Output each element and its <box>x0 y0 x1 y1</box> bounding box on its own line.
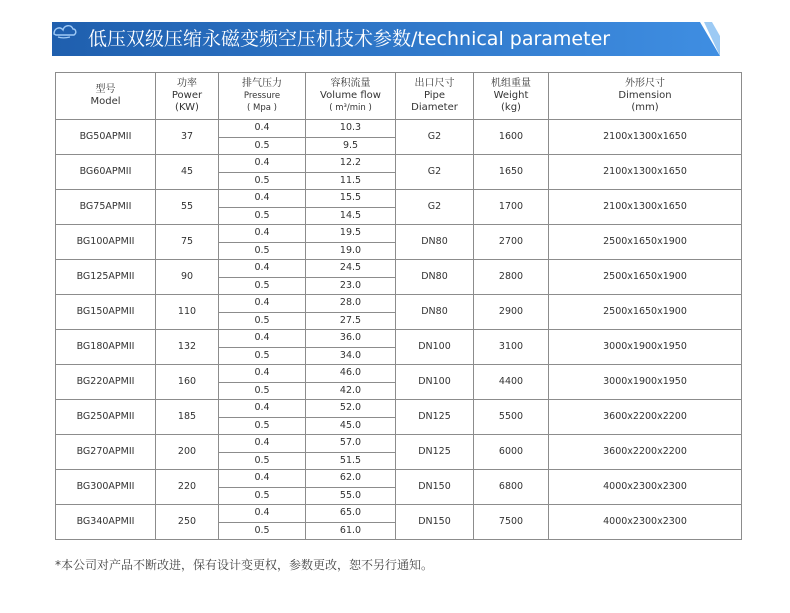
pipe-cell: G2 <box>396 190 474 225</box>
table-row <box>56 435 742 453</box>
header-power-zh: 功率 <box>177 78 197 89</box>
flow-cell: 55.0 <box>306 487 396 505</box>
table-row <box>56 225 742 243</box>
dimension-cell: 3600x2200x2200 <box>549 435 742 470</box>
table-row <box>56 505 742 523</box>
pipe-cell: DN80 <box>396 295 474 330</box>
power-cell: 250 <box>156 505 219 540</box>
dimension-cell: 2500x1650x1900 <box>549 260 742 295</box>
dimension-cell: 3600x2200x2200 <box>549 400 742 435</box>
header-model <box>56 73 156 120</box>
header-weight-en: Weight <box>493 90 529 101</box>
table-row <box>56 190 742 208</box>
weight-cell: 2900 <box>474 295 549 330</box>
table-row <box>56 155 742 173</box>
table-header-row <box>56 73 742 120</box>
pipe-cell: DN100 <box>396 365 474 400</box>
cloud-swirl-icon <box>52 22 78 40</box>
model-cell: BG220APMII <box>56 365 156 400</box>
power-cell: 45 <box>156 155 219 190</box>
model-cell: BG50APMII <box>56 120 156 155</box>
header-model-zh: 型号 <box>95 84 116 95</box>
power-cell: 160 <box>156 365 219 400</box>
model-cell: BG60APMII <box>56 155 156 190</box>
dimension-cell: 3000x1900x1950 <box>549 330 742 365</box>
pressure-cell: 0.5 <box>219 347 306 365</box>
table-row <box>56 330 742 348</box>
pressure-cell: 0.5 <box>219 312 306 330</box>
power-cell: 132 <box>156 330 219 365</box>
flow-cell: 28.0 <box>306 295 396 313</box>
pipe-cell: G2 <box>396 120 474 155</box>
header-power-unit: (KW) <box>175 102 199 113</box>
table-body <box>56 120 742 540</box>
flow-cell: 19.0 <box>306 242 396 260</box>
power-cell: 200 <box>156 435 219 470</box>
pipe-cell: DN150 <box>396 505 474 540</box>
header-pressure-zh: 排气压力 <box>242 78 282 89</box>
table-row <box>56 120 742 138</box>
header-model-en: Model <box>90 96 121 107</box>
dimension-cell: 2500x1650x1900 <box>549 225 742 260</box>
header-dimension-zh: 外形尺寸 <box>625 78 665 89</box>
pipe-cell: G2 <box>396 155 474 190</box>
weight-cell: 1600 <box>474 120 549 155</box>
flow-cell: 51.5 <box>306 452 396 470</box>
dimension-cell: 2100x1300x1650 <box>549 120 742 155</box>
model-cell: BG250APMII <box>56 400 156 435</box>
header-dimension-en: Dimension <box>618 90 672 101</box>
flow-cell: 65.0 <box>306 505 396 523</box>
model-cell: BG125APMII <box>56 260 156 295</box>
header-power <box>156 73 219 120</box>
header-weight-zh: 机组重量 <box>491 78 531 89</box>
pressure-cell: 0.4 <box>219 400 306 418</box>
weight-cell: 2700 <box>474 225 549 260</box>
table-row <box>56 260 742 278</box>
pressure-cell: 0.4 <box>219 155 306 173</box>
header-pipe-zh: 出口尺寸 <box>414 78 455 89</box>
pressure-cell: 0.4 <box>219 365 306 383</box>
table-row <box>56 295 742 313</box>
header-pressure-en: Pressure <box>243 91 281 101</box>
flow-cell: 52.0 <box>306 400 396 418</box>
weight-cell: 4400 <box>474 365 549 400</box>
flow-cell: 23.0 <box>306 277 396 295</box>
weight-cell: 5500 <box>474 400 549 435</box>
header-pipe-en2: Diameter <box>411 102 458 113</box>
header-weight <box>474 73 549 120</box>
header-pipe-en: Pipe <box>423 90 446 101</box>
pipe-cell: DN125 <box>396 435 474 470</box>
header-pipe <box>396 73 474 120</box>
weight-cell: 7500 <box>474 505 549 540</box>
pipe-cell: DN80 <box>396 225 474 260</box>
pipe-cell: DN125 <box>396 400 474 435</box>
header-flow-zh: 容积流量 <box>330 78 371 89</box>
flow-cell: 46.0 <box>306 365 396 383</box>
header-power-en: Power <box>171 90 203 101</box>
table-row <box>56 400 742 418</box>
weight-cell: 2800 <box>474 260 549 295</box>
flow-cell: 12.2 <box>306 155 396 173</box>
pressure-cell: 0.5 <box>219 137 306 155</box>
power-cell: 75 <box>156 225 219 260</box>
header-dimension-unit: (mm) <box>631 102 659 113</box>
model-cell: BG100APMII <box>56 225 156 260</box>
dimension-cell: 2500x1650x1900 <box>549 295 742 330</box>
pressure-cell: 0.4 <box>219 330 306 348</box>
flow-cell: 9.5 <box>306 137 396 155</box>
pressure-cell: 0.5 <box>219 242 306 260</box>
model-cell: BG75APMII <box>56 190 156 225</box>
power-cell: 220 <box>156 470 219 505</box>
pressure-cell: 0.5 <box>219 207 306 225</box>
flow-cell: 45.0 <box>306 417 396 435</box>
model-cell: BG180APMII <box>56 330 156 365</box>
power-cell: 37 <box>156 120 219 155</box>
pressure-cell: 0.5 <box>219 522 306 540</box>
flow-cell: 11.5 <box>306 172 396 190</box>
dimension-cell: 2100x1300x1650 <box>549 190 742 225</box>
model-cell: BG270APMII <box>56 435 156 470</box>
weight-cell: 3100 <box>474 330 549 365</box>
flow-cell: 42.0 <box>306 382 396 400</box>
flow-cell: 57.0 <box>306 435 396 453</box>
weight-cell: 6000 <box>474 435 549 470</box>
pressure-cell: 0.5 <box>219 417 306 435</box>
flow-cell: 61.0 <box>306 522 396 540</box>
pressure-cell: 0.4 <box>219 120 306 138</box>
weight-cell: 1700 <box>474 190 549 225</box>
dimension-cell: 3000x1900x1950 <box>549 365 742 400</box>
pressure-cell: 0.5 <box>219 172 306 190</box>
pressure-cell: 0.5 <box>219 382 306 400</box>
model-cell: BG150APMII <box>56 295 156 330</box>
flow-cell: 34.0 <box>306 347 396 365</box>
pressure-cell: 0.4 <box>219 435 306 453</box>
power-cell: 90 <box>156 260 219 295</box>
pressure-cell: 0.4 <box>219 470 306 488</box>
flow-cell: 15.5 <box>306 190 396 208</box>
flow-cell: 62.0 <box>306 470 396 488</box>
model-cell: BG340APMII <box>56 505 156 540</box>
flow-cell: 36.0 <box>306 330 396 348</box>
flow-cell: 10.3 <box>306 120 396 138</box>
technical-parameter-table <box>55 72 742 540</box>
flow-cell: 24.5 <box>306 260 396 278</box>
model-cell: BG300APMII <box>56 470 156 505</box>
footnote: *本公司对产品不断改进，保有设计变更权，参数更改，恕不另行通知。 <box>55 558 434 572</box>
banner-title: 低压双级压缩永磁变频空压机技术参数/technical parameter <box>88 28 611 50</box>
power-cell: 55 <box>156 190 219 225</box>
dimension-cell: 4000x2300x2300 <box>549 470 742 505</box>
table-row <box>56 470 742 488</box>
title-banner <box>52 22 720 56</box>
power-cell: 185 <box>156 400 219 435</box>
pressure-cell: 0.4 <box>219 225 306 243</box>
header-pressure-unit: ( Mpa ) <box>247 103 277 113</box>
header-flow-en: Volume flow <box>320 90 381 101</box>
dimension-cell: 4000x2300x2300 <box>549 505 742 540</box>
pressure-cell: 0.5 <box>219 277 306 295</box>
pipe-cell: DN100 <box>396 330 474 365</box>
header-flow <box>306 73 396 120</box>
weight-cell: 6800 <box>474 470 549 505</box>
flow-cell: 27.5 <box>306 312 396 330</box>
header-dimension <box>549 73 742 120</box>
header-weight-unit: (kg) <box>501 102 521 113</box>
dimension-cell: 2100x1300x1650 <box>549 155 742 190</box>
flow-cell: 19.5 <box>306 225 396 243</box>
weight-cell: 1650 <box>474 155 549 190</box>
pressure-cell: 0.4 <box>219 505 306 523</box>
pressure-cell: 0.4 <box>219 190 306 208</box>
pressure-cell: 0.4 <box>219 260 306 278</box>
header-pressure <box>219 73 306 120</box>
pressure-cell: 0.5 <box>219 452 306 470</box>
table-row <box>56 365 742 383</box>
pipe-cell: DN80 <box>396 260 474 295</box>
flow-cell: 14.5 <box>306 207 396 225</box>
pressure-cell: 0.5 <box>219 487 306 505</box>
pipe-cell: DN150 <box>396 470 474 505</box>
header-flow-unit: ( m³/min ) <box>329 103 372 113</box>
pressure-cell: 0.4 <box>219 295 306 313</box>
power-cell: 110 <box>156 295 219 330</box>
